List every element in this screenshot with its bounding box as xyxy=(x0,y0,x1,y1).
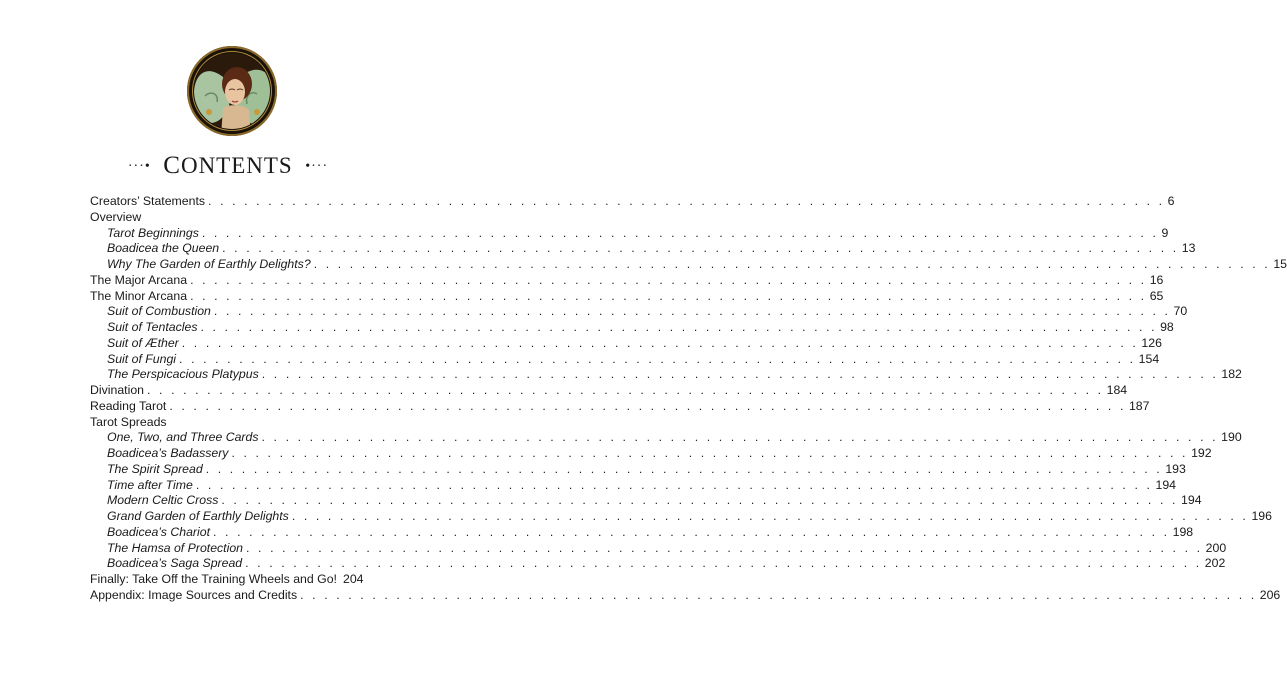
toc-dot-leader: . . . . . . . . . . . . . . . . . . . . . . . . . . . . . . . . . . . . . . . . . . . . . . . . . . . . . . . . . . . . . . . . . . . . . . . . . . . . . . . . xyxy=(169,398,1126,413)
toc-dot-leader: . . . . . . . . . . . . . . . . . . . . . . . . . . . . . . . . . . . . . . . . . . . . . . . . . . . . . . . . . . . . . . . . . . . . . . . . . . . . . . . . xyxy=(245,556,1202,571)
toc-entry xyxy=(90,430,1242,446)
toc-entry xyxy=(90,398,1150,415)
toc-entry-label: Tarot Spreads xyxy=(90,414,167,429)
toc-dot-leader: . . . . . . . . . . . . . . . . . . . . . . . . . . . . . . . . . . . . . . . . . . . . . . . . . . . . . . . . . . . . . . . . . . . . . . . . . . . . . . . . xyxy=(261,367,1219,382)
toc-dot-leader: . . . . . . . . . . . . . . . . . . . . . . . . . . . . . . . . . . . . . . . . . . . . . . . . . . . . . . . . . . . . . . . . . . . . . . . . . . . . . . . . xyxy=(246,540,1203,555)
toc-dot-leader: . . . . . . . . . . . . . . . . . . . . . . . . . . . . . . . . . . . . . . . . . . . . . . . . . . . . . . . . . . . . . . . . . . . . . . . . . . . . . . . . xyxy=(190,272,1147,287)
toc-entry xyxy=(90,194,1175,210)
toc-entry xyxy=(90,383,1128,399)
toc-entry xyxy=(90,304,1188,320)
toc-dot-leader: . . . . . . . . . . . . . . . . . . . . . . . . . . . . . . . . . . . . . . . . . . . . . . . . . . . . . . . . . . . . . . . . . . . . . . . . . . . . . . . . xyxy=(205,461,1163,476)
toc-entry xyxy=(90,210,363,226)
toc-entry-page: 16 xyxy=(1149,272,1164,287)
toc-entry-page: 9 xyxy=(1161,225,1169,240)
toc-dot-leader: . . . . . . . . . . . . . . . . . . . . . . . . . . . . . . . . . . . . . . . . . . . . . . . . . . . . . . . . . . . . . . . . . . . . . . . . . . . . . . . . xyxy=(200,320,1158,334)
toc-entry-label: The Spirit Spread xyxy=(107,461,203,476)
toc-dot-leader: . . . . . . . . . . . . . . . . . . . . . . . . . . . . . . . . . . . . . . . . . . . . . . . . . . . . . . . . . . . . . . . . . . . . . . . . . . . . . . . . xyxy=(222,241,1179,256)
toc-entry-label: Reading Tarot xyxy=(90,398,167,413)
toc-entry-label: Suit of Combustion xyxy=(107,304,211,319)
toc-entry-page: 98 xyxy=(1160,320,1174,334)
toc-entry-page: 200 xyxy=(1205,540,1227,555)
toc-entry-label: Tarot Beginnings xyxy=(107,225,199,240)
toc-entry-label: Boadicea the Queen xyxy=(107,241,220,256)
toc-entry-page: 198 xyxy=(1172,524,1194,539)
toc-entry xyxy=(90,272,1164,289)
toc-entry-label: Why The Garden of Earthly Delights? xyxy=(107,257,311,271)
toc-entry-page: 184 xyxy=(1106,383,1128,397)
toc-dot-leader: . . . . . . . . . . . . . . . . . . . . . . . . . . . . . . . . . . . . . . . . . . . . . . . . . . . . . . . . . . . . . . . . . . . . . . . . . . . . . . . . xyxy=(291,509,1249,523)
toc-dot-leader: . . . . . . . . . . . . . . . . . . . . . . . . . . . . . . . . . . . . . . . . . . . . . . . . . . . . . . . . . . . . . . . . . . . . . . . . . . . . . . . . xyxy=(208,194,1165,208)
toc-dot-leader: . . . . . . . . . . . . . . . . . . . . . . . . . . . . . . . . . . . . . . . . . . . . . . . . . . . . . . . . . . . . . . . . . . . . . . . . . . . . . . . . xyxy=(231,446,1189,460)
toc-entry-label: Creators’ Statements xyxy=(90,194,206,208)
toc-entry-label: Appendix: Image Sources and Credits xyxy=(90,587,298,602)
toc-entry-label: Grand Garden of Earthly Delights xyxy=(107,509,289,523)
toc-entry-page: 204 xyxy=(342,572,364,586)
toc-dot-leader: . . . . . . . . . . . . . . . . . . . . . . . . . . . . . . . . . . . . . . . . . . . . . . . . . . . . . . . . . . . . . . . . . . . . . . . . . . . . . . . . xyxy=(313,257,1271,271)
toc-dot-leader: . . . . . . . . . . . . . . . . . . . . . . . . . . . . . . . . . . . . . . . . . . . . . . . . . . . . . . . . . . . . . . . . . . . . . . . . . . . . . . . . xyxy=(213,304,1171,319)
toc-entry-label: Overview xyxy=(90,209,142,224)
toc-entry-page: 6 xyxy=(1167,194,1175,208)
toc-entry xyxy=(90,351,1160,368)
toc-dot-leader: . . . . . . . . . . . . . . . . . . . . . . . . . . . . . . . . . . . . . . . . . . . . . . . . . . . . . . . . . . . . . . . . . . . . . . . . . . . . . . . . xyxy=(179,351,1136,366)
toc-entry-label: Finally: Take Off the Training Wheels and Go! xyxy=(90,572,337,586)
toc-entry xyxy=(90,587,1281,604)
toc-entry-page: 187 xyxy=(1128,398,1150,413)
toc-entry xyxy=(90,415,363,431)
toc-dot-leader: . . . . . . . . . . . . . . . . . . . . . . . . . . . . . . . . . . . . . . . . . . . . . . . . . . . . . . . . . . . . . . . . . . . . . . . . . . . . . . . . xyxy=(221,493,1179,508)
toc-entry-label: Suit of Fungi xyxy=(107,351,177,366)
toc-entry-page: 193 xyxy=(1165,461,1186,476)
toc-entry-label: Time after Time xyxy=(107,477,193,492)
toc-entry-label: Suit of Æther xyxy=(107,335,179,350)
toc-entry xyxy=(90,446,1212,462)
toc-entry xyxy=(90,540,1227,557)
toc-dot-leader: . . . . . . . . . . . . . . . . . . . . . . . . . . . . . . . . . . . . . . . . . . . . . . . . . . . . . . . . . . . . . . . . . . . . . . . . . . . . . . . . xyxy=(300,587,1257,602)
toc-entry-label: The Perspicacious Platypus xyxy=(107,367,259,382)
toc-entry-label: Boadicea’s Chariot xyxy=(107,524,210,539)
toc-entry-label: Boadicea’s Saga Spread xyxy=(107,556,243,571)
toc-entry-page: 190 xyxy=(1221,430,1242,445)
toc-dot-leader: . . . . . . . . . . . . . . . . . . . . . . . . . . . . . . . . . . . . . . . . . . . . . . . . . . . . . . . . . . . . . . . . . . . . . . . . . . . . . . . . xyxy=(261,430,1219,445)
toc-entry-label: One, Two, and Three Cards xyxy=(107,430,259,445)
toc-entry-page: 154 xyxy=(1138,351,1160,366)
toc-entry-label: The Major Arcana xyxy=(90,272,188,287)
toc-entry-page: 194 xyxy=(1181,493,1202,508)
page-title-rest: ONTENTS xyxy=(180,153,293,178)
toc-entry xyxy=(90,367,1242,383)
toc-entry xyxy=(90,572,363,588)
toc-entry xyxy=(90,509,1272,525)
toc-entry xyxy=(90,241,1196,257)
toc-entry-label: Modern Celtic Cross xyxy=(107,493,219,508)
toc-entry xyxy=(90,257,1287,273)
page-title-initial: C xyxy=(163,152,181,179)
toc-entry xyxy=(90,225,1169,242)
toc-entry-page: 192 xyxy=(1191,446,1212,460)
toc-entry xyxy=(90,461,1186,478)
toc-entry-page: 70 xyxy=(1173,304,1188,319)
toc-dot-leader: . . . . . . . . . . . . . . . . . . . . . . . . . . . . . . . . . . . . . . . . . . . . . . . . . . . . . . . . . . . . . . . . . . . . . . . . . . . . . . . . xyxy=(190,288,1147,303)
toc-dot-leader: . . . . . . . . . . . . . . . . . . . . . . . . . . . . . . . . . . . . . . . . . . . . . . . . . . . . . . . . . . . . . . . . . . . . . . . . . . . . . . . . xyxy=(181,335,1139,350)
toc-entry-page: 182 xyxy=(1221,367,1242,382)
toc-entry-label: Boadicea’s Badassery xyxy=(107,446,229,460)
toc-entry xyxy=(90,320,1174,336)
toc-entry xyxy=(90,335,1162,352)
toc-entry xyxy=(90,556,1226,572)
toc-entry-page: 126 xyxy=(1141,335,1162,350)
toc-entry-label: The Hamsa of Protection xyxy=(107,540,244,555)
toc-entry xyxy=(90,477,1177,494)
toc-dot-leader: . . . . . . . . . . . . . . . . . . . . . . . . . . . . . . . . . . . . . . . . . . . . . . . . . . . . . . . . . . . . . . . . . . . . . . . . . . . . . . . . xyxy=(213,524,1170,539)
toc-entry-page: 196 xyxy=(1251,509,1272,523)
toc-dot-leader: . . . . . . . . . . . . . . . . . . . . . . . . . . . . . . . . . . . . . . . . . . . . . . . . . . . . . . . . . . . . . . . . . . . . . . . . . . . . . . . . xyxy=(195,477,1153,492)
toc-entry xyxy=(90,524,1194,541)
toc-dot-leader: . . . . . . . . . . . . . . . . . . . . . . . . . . . . . . . . . . . . . . . . . . . . . . . . . . . . . . . . . . . . . . . . . . . . . . . . . . . . . . . . xyxy=(147,383,1104,397)
toc-entry-label: Suit of Tentacles xyxy=(107,320,198,334)
right-ornament: •··· xyxy=(305,159,329,174)
contents-heading xyxy=(0,152,456,180)
toc-entry-label: The Minor Arcana xyxy=(90,288,188,303)
toc-entry-page: 65 xyxy=(1149,288,1164,303)
toc-entry-page: 194 xyxy=(1155,477,1177,492)
toc-entry-page: 13 xyxy=(1181,241,1196,256)
toc-dot-leader: . . . . . . . . . . . . . . . . . . . . . . . . . . . . . . . . . . . . . . . . . . . . . . . . . . . . . . . . . . . . . . . . . . . . . . . . . . . . . . . . xyxy=(201,225,1159,240)
toc-entry xyxy=(90,288,1164,305)
toc-entry-page: 15 xyxy=(1273,257,1287,271)
portrait-medallion-icon xyxy=(187,46,277,136)
toc-entry-label: Divination xyxy=(90,383,144,397)
table-of-contents xyxy=(90,194,1287,604)
page-title xyxy=(163,153,292,178)
toc-entry-page: 206 xyxy=(1259,587,1281,602)
toc-entry xyxy=(90,493,1202,509)
left-ornament: ···• xyxy=(127,159,151,174)
toc-entry-page: 202 xyxy=(1204,556,1226,571)
